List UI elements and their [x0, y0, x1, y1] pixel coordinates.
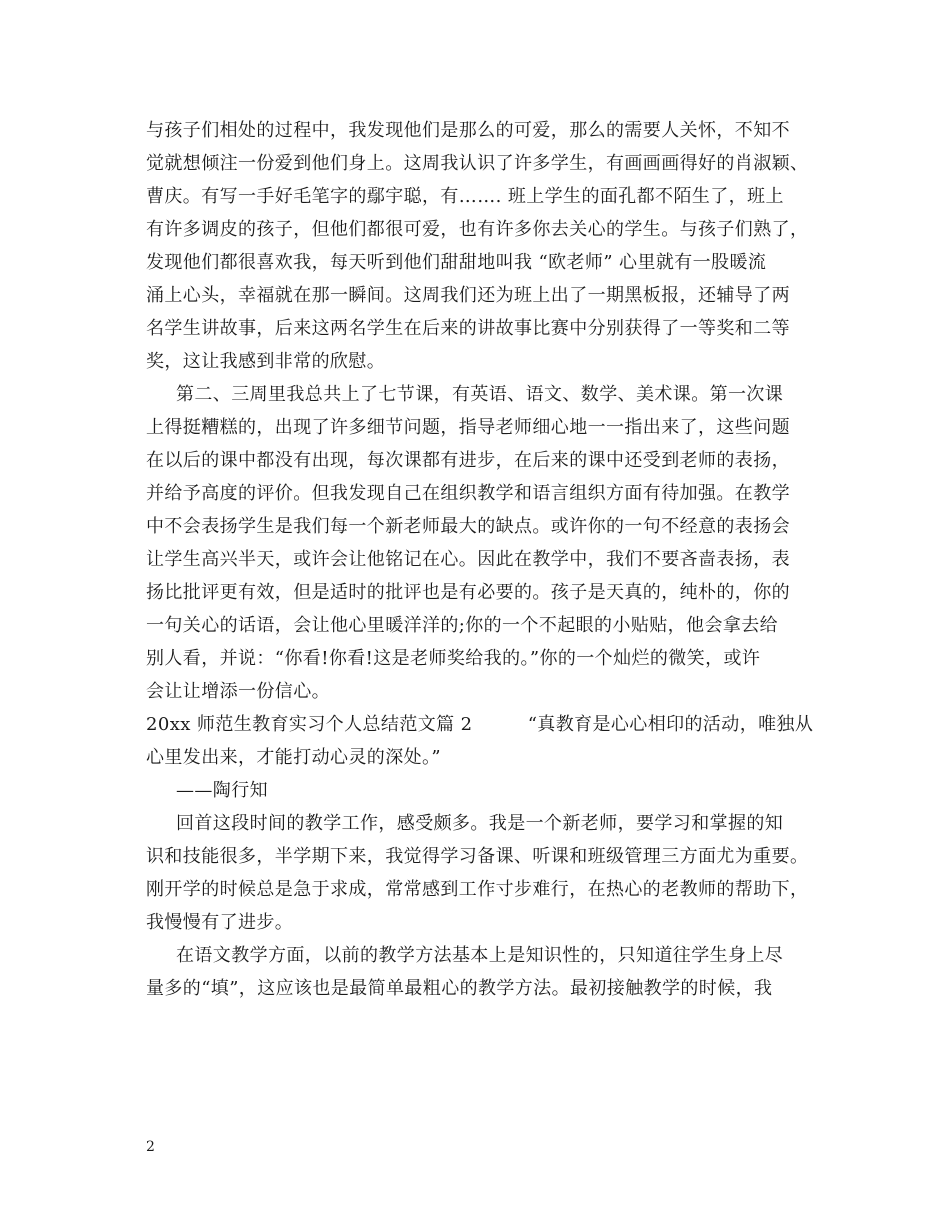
text-line: 有许多调皮的孩子，但他们都很可爱，也有许多你去关心的学生。与孩子们熟了，	[146, 219, 809, 240]
text-line: 识和技能很多，半学期下来，我觉得学习备课、听课和班级管理三方面尤为重要。	[146, 846, 809, 867]
text-line: 心里发出来，才能打动心灵的深处。”	[146, 747, 442, 768]
text-line: 名学生讲故事，后来这两名学生在后来的讲故事比赛中分别获得了一等奖和二等	[146, 318, 790, 339]
text-line: 会让让增添一份信心。	[146, 681, 330, 702]
page-number: 2	[146, 1139, 155, 1155]
text-line: 与孩子们相处的过程中，我发现他们是那么的可爱，那么的需要人关怀，不知不	[146, 120, 790, 141]
text-line: 一句关心的话语，会让他心里暖洋洋的;你的一个不起眼的小贴贴，他会拿去给	[146, 615, 779, 636]
text-line: 量多的“填”，这应该也是最简单最粗心的教学方法。最初接触教学的时候，我	[146, 978, 773, 999]
section-heading-line: 20xx 师范生教育实习个人总结范文篇 2 “真教育是心心相印的活动，唯独从	[146, 714, 814, 735]
text-line: 回首这段时间的教学工作，感受颇多。我是一个新老师，要学习和掌握的知	[176, 813, 784, 834]
text-line: 在以后的课中都没有出现，每次课都有进步，在后来的课中还受到老师的表扬，	[146, 450, 790, 471]
quote-attribution: ——陶行知	[176, 780, 268, 801]
text-line: 发现他们都很喜欢我，每天听到他们甜甜地叫我 “欧老师” 心里就有一股暖流	[146, 252, 767, 273]
text-line: 中不会表扬学生是我们每一个新老师最大的缺点。或许你的一句不经意的表扬会	[146, 516, 790, 537]
text-line: 在语文教学方面，以前的教学方法基本上是知识性的，只知道往学生身上尽	[176, 945, 784, 966]
text-line: 觉就想倾注一份爱到他们身上。这周我认识了许多学生，有画画画得好的肖淑颖、	[146, 153, 809, 174]
text-line: 上得挺糟糕的，出现了许多细节问题，指导老师细心地一一指出来了，这些问题	[146, 417, 790, 438]
text-line: 曹庆。有写一手好毛笔字的鄢宇聪，有……. 班上学生的面孔都不陌生了，班上	[146, 186, 784, 207]
text-line: 我慢慢有了进步。	[146, 912, 294, 933]
text-line: 第二、三周里我总共上了七节课，有英语、语文、数学、美术课。第一次课	[176, 384, 784, 405]
text-line: 并给予高度的评价。但我发现自己在组织教学和语言组织方面有待加强。在教学	[146, 483, 790, 504]
text-line: 让学生高兴半天，或许会让他铭记在心。因此在教学中，我们不要吝啬表扬，表	[146, 549, 790, 570]
text-line: 别人看，并说：“你看!你看!这是老师奖给我的。”你的一个灿烂的微笑，或许	[146, 648, 761, 669]
text-line: 扬比批评更有效，但是适时的批评也是有必要的。孩子是天真的，纯朴的，你的	[146, 582, 790, 603]
text-line: 涌上心头，幸福就在那一瞬间。这周我们还为班上出了一期黑板报，还辅导了两	[146, 285, 790, 306]
text-line: 奖，这让我感到非常的欣慰。	[146, 351, 386, 372]
text-line: 刚开学的时候总是急于求成，常常感到工作寸步难行，在热心的老教师的帮助下，	[146, 879, 809, 900]
